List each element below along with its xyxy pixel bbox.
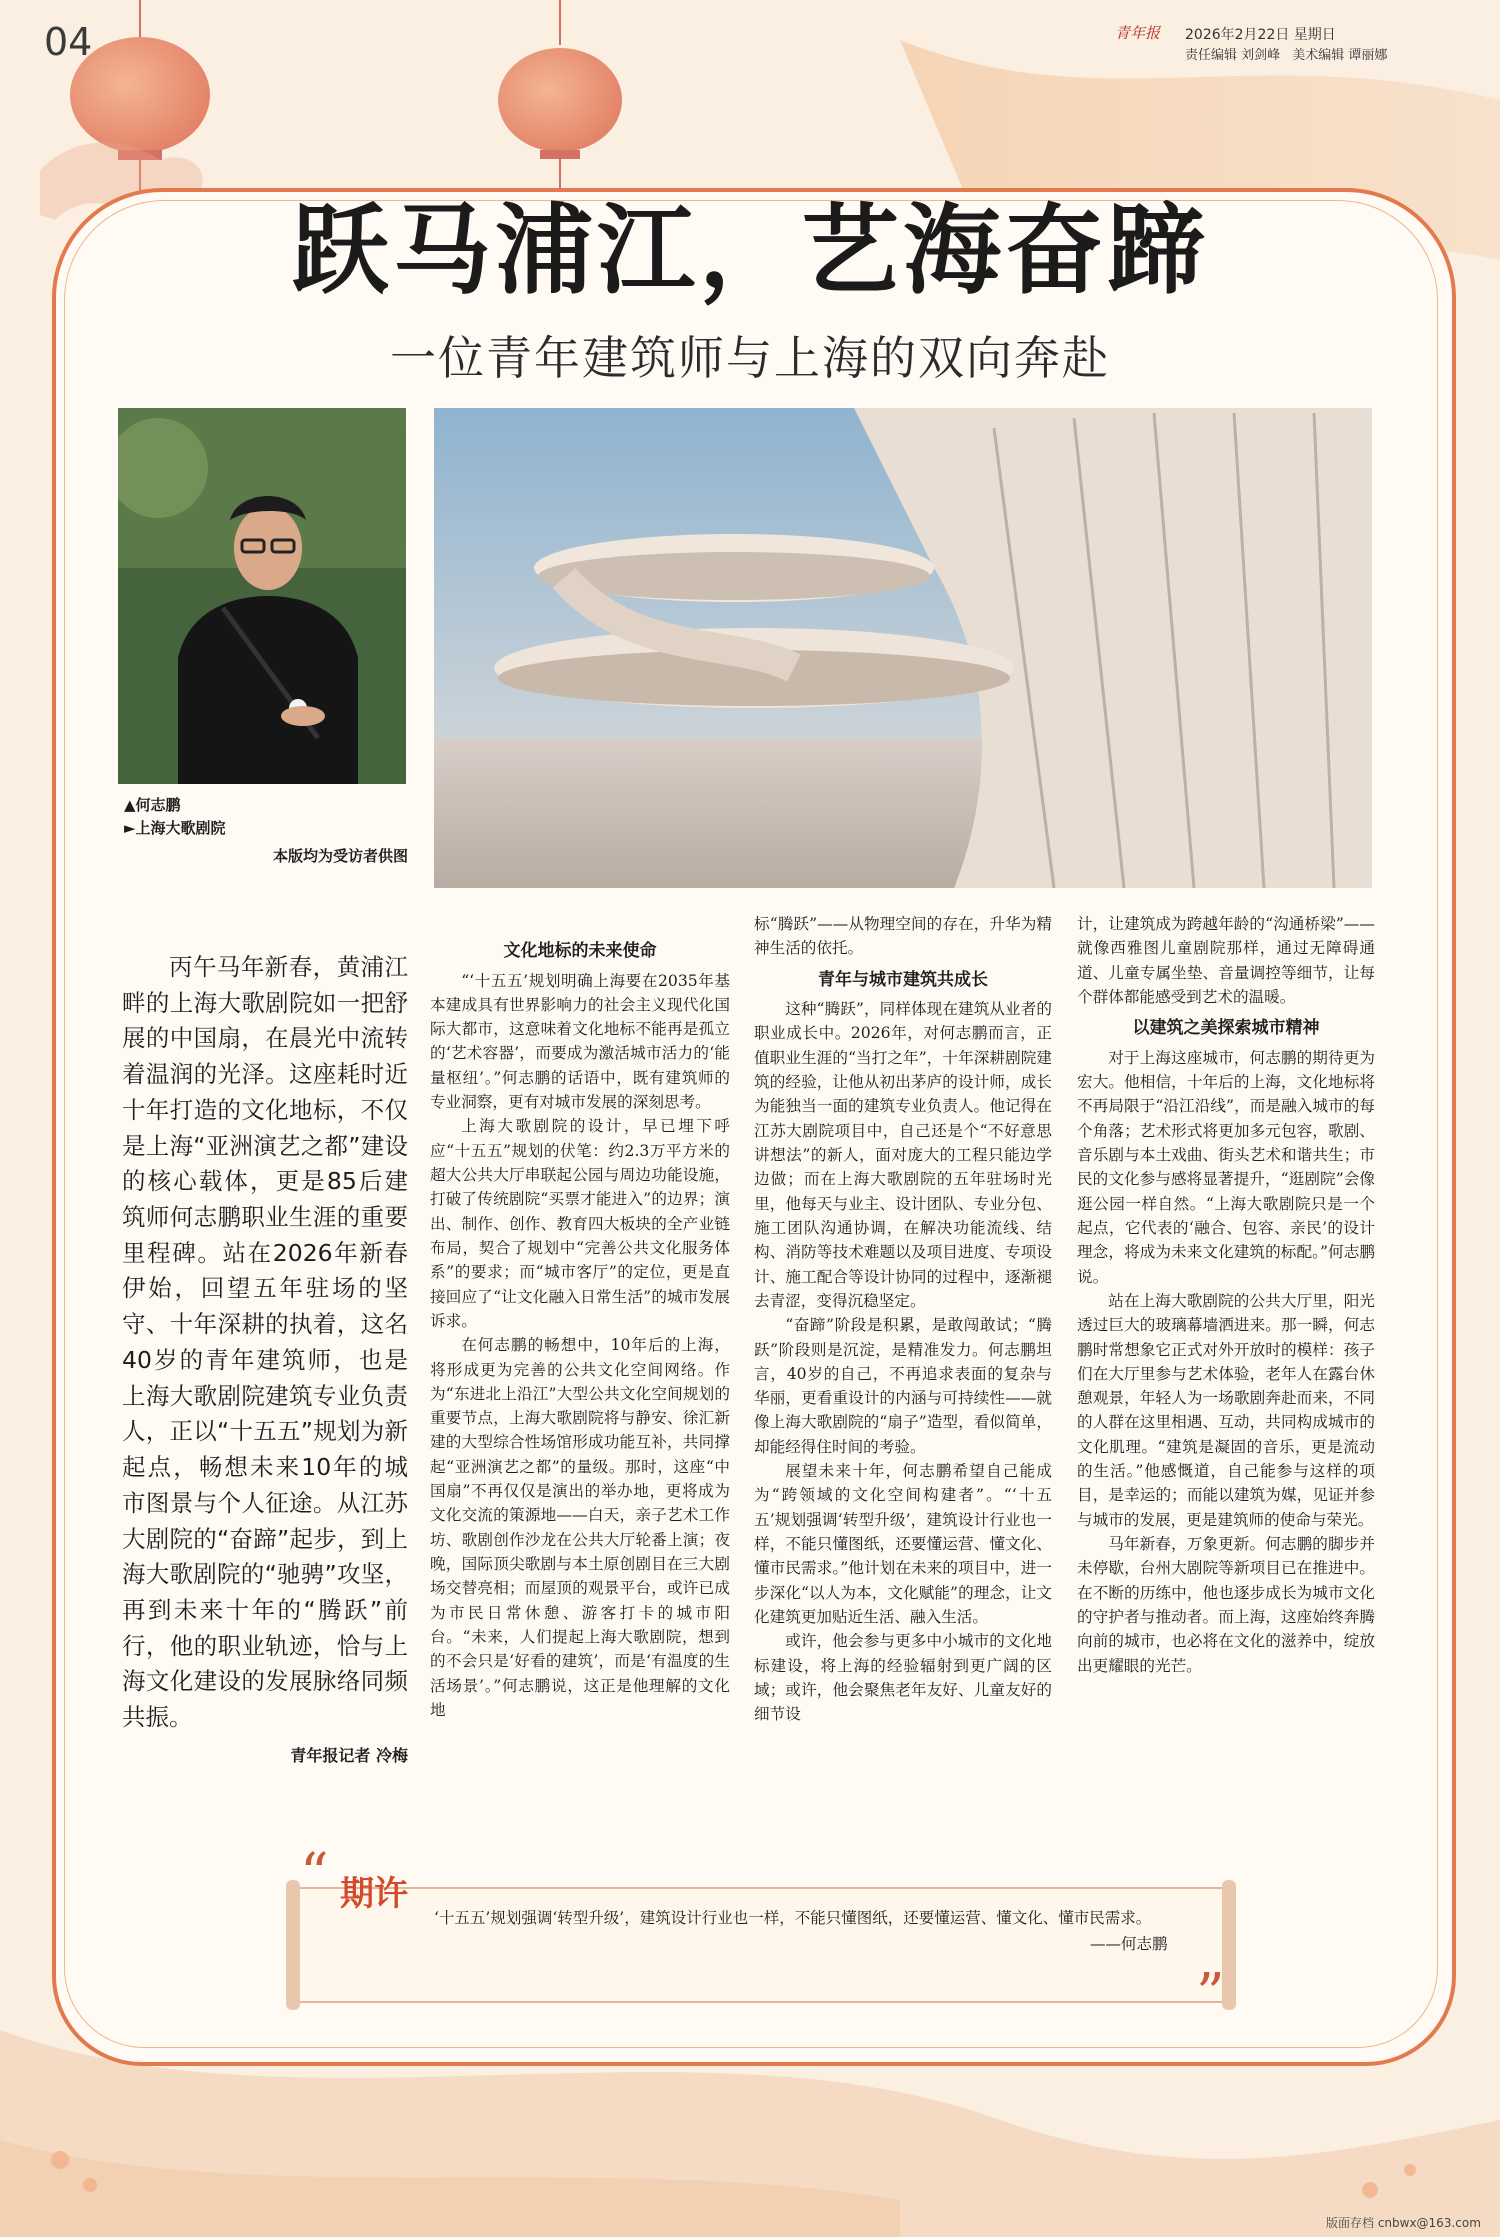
theatre-photo [434, 408, 1372, 888]
paragraph: 在何志鹏的畅想中，10年后的上海，将形成更为完善的公共文化空间网络。作为“东进北上沿江”大型公共文化空间规划的重要节点，上海大歌剧院将与静安、徐汇新建的大型综合性场馆形成功能互补，共同撑起“亚洲演艺之都”的量级。那时，这座“中国扇”不再仅仅是演出的举办地，更将成为文化交流的策源地——白天，亲子艺术工作坊、歌剧创作沙龙在公共大厅轮番上演；夜晚，国际顶尖歌剧与本土原创剧目在三大剧场交替亮相；而屋顶的观景平台，或许已成为市民日常休憩、游客打卡的城市阳台。“未来，人们提起上海大歌剧院，想到的不会只是‘好看的建筑’，而是‘有温度的生活场景’。”何志鹏说，这正是他理解的文化地 [430, 1336, 730, 1719]
editor-credits [1185, 44, 1395, 63]
paragraph: 或许，他会参与更多中小城市的文化地标建设，将上海的经验辐射到更广阔的区域；或许，他会聚焦老年友好、儿童友好的细节设 [754, 1632, 1052, 1724]
art-editor: 美术编辑 谭丽娜 [1292, 48, 1388, 63]
photo-caption [124, 794, 408, 868]
section-heading-1: 文化地标的未来使命 [503, 941, 657, 961]
paragraph-continued: 标“腾跃”——从物理空间的存在，升华为精神生活的依托。 [754, 915, 1052, 958]
close-quote-icon: ” [1196, 1962, 1225, 2027]
page-number: 04 [44, 20, 93, 64]
paragraph: 站在上海大歌剧院的公共大厅里，阳光透过巨大的玻璃幕墙洒进来。那一瞬，何志鹏时常想象它正式对外开放时的模样：孩子们在大厅里参与艺术体验，老年人在露台休憩观景，年轻人为一场歌剧奔赴而来，不同的人群在这里相遇、互动，共同构成城市的文化肌理。“建筑是凝固的音乐，更是流动的生活。”他感慨道，自己能参与这样的项目，是幸运的；而能以建筑为媒，见证并参与城市的发展，更是建筑师的使命与荣光。 [1077, 1291, 1375, 1529]
intro-paragraph: 丙午马年新春，黄浦江畔的上海大歌剧院如一把舒展的中国扇，在晨光中流转着温润的光泽。这座耗时近十年打造的文化地标，不仅是上海“亚洲演艺之都”建设的核心载体，更是85后建筑师何志鹏职业生涯的重要里程碑。站在2026年新春伊始，回望五年驻场的坚守、十年深耕的执着，这名40岁的青年建筑师，也是上海大歌剧院建筑专业负责人，正以“十五五”规划为新起点，畅想未来10年的城市图景与个人征途。从江苏大剧院的“奋蹄”起步，到上海大歌剧院的“驰骋”攻坚，再到未来十年的“腾跃”前行，他的职业轨迹，恰与上海文化建设的发展脉络同频共振。 [122, 953, 408, 1732]
footer-watermark: 版面存档 cnbwx@163.com [1326, 2216, 1481, 2230]
portrait-photo [118, 408, 406, 784]
subheadline: 一位青年建筑师与上海的双向奔赴 [390, 331, 1110, 385]
caption-theatre: ►上海大歌剧院 [124, 819, 226, 838]
byline: 青年报记者 冷梅 [290, 1745, 408, 1765]
intro-column [122, 950, 408, 1768]
section-heading-3: 以建筑之美探索城市精神 [1132, 1018, 1320, 1039]
newspaper-logo: 青年报 [1115, 24, 1161, 42]
paragraph: 这种“腾跃”，同样体现在建筑从业者的职业成长中。2026年，对何志鹏而言，正值职业生涯的“当打之年”，十年深耕剧院建筑的经验，让他从初出茅庐的设计师，成长为能独当一面的建筑专业负责人。他记得在江苏大剧院项目中，自己还是个“不好意思讲想法”的新人，面对庞大的工程只能边学边做；而在上海大歌剧院的五年驻场时光里，他每天与业主、设计团队、专业分包、施工团队沟通协调，在解决功能流线、结构、消防等技术难题以及项目进度、专项设计、施工配合等设计协同的过程中，逐渐褪去青涩，变得沉稳坚定。 [754, 1000, 1052, 1310]
responsible-editor: 责任编辑 刘剑峰 [1185, 48, 1281, 63]
open-quote-icon: “ [300, 1842, 329, 1907]
paragraph: “奋蹄”阶段是积累，是敢闯敢试；“腾跃”阶段则是沉淀，是精准发力。何志鹏坦言，40岁的自己，不再追求表面的复杂与华丽，更看重设计的内涵与可持续性——就像上海大歌剧院的“扇子”造型，看似简单，却能经得住时间的考验。 [754, 1316, 1052, 1456]
headline: 跃马浦江，艺海奋蹄 [290, 194, 1209, 308]
quote-signature: ——何志鹏 [1090, 1935, 1168, 1953]
quote-text: ‘十五五’规划强调‘转型升级’，建筑设计行业也一样，不能只懂图纸，还要懂运营、懂文化、懂市民需求。 [434, 1909, 1152, 1927]
article-column-4 [1077, 912, 1375, 1678]
paragraph: 马年新春，万象更新。何志鹏的脚步并未停歇，台州大剧院等新项目已在推进中。在不断的历练中，他也逐步成长为城市文化的守护者与推动者。而上海，这座始终奔腾向前的城市，也必将在文化的滋养中，绽放出更耀眼的光芒。 [1077, 1535, 1375, 1675]
issue-date: 2026年2月22日 星期日 [1185, 27, 1336, 43]
paragraph: 上海大歌剧院的设计，早已埋下呼应“十五五”规划的伏笔：约2.3万平方米的超大公共大厅串联起公园与周边功能设施，打破了传统剧院“买票才能进入”的边界；演出、制作、创作、教育四大板块的全产业链布局，契合了规划中“完善公共文化服务体系”的要求；而“城市客厅”的定位，更是直接回应了“让文化融入日常生活”的城市发展诉求。 [430, 1117, 730, 1330]
section-heading-2: 青年与城市建筑共成长 [818, 969, 988, 990]
photo-credit: 本版均为受访者供图 [272, 846, 408, 865]
paragraph: “‘十五五’规划明确上海要在2035年基本建成具有世界影响力的社会主义现代化国际大都市，这意味着文化地标不能再是孤立的‘艺术容器’，而要成为激活城市活力的‘能量枢纽’。”何志鹏的话语中，既有建筑师的专业洞察，更有对城市发展的深刻思考。 [430, 971, 730, 1112]
quote-title: 期许 [340, 1874, 408, 1914]
paragraph: 展望未来十年，何志鹏希望自己能成为“跨领域的文化空间构建者”。“‘十五五’规划强调‘转型升级’，建筑设计行业也一样，不能只懂图纸，还要懂运营、懂文化、懂市民需求。”他计划在未来的项目中，进一步深化“以人为本，文化赋能”的理念，让文化建筑更加贴近生活、融入生活。 [754, 1462, 1052, 1626]
article-column-2 [430, 932, 730, 1722]
caption-portrait: ▲何志鹏 [124, 796, 181, 814]
paragraph: 对于上海这座城市，何志鹏的期待更为宏大。他相信，十年后的上海，文化地标将不再局限于“沿江沿线”，而是融入城市的每个角落；艺术形式将更加多元包容，歌剧、音乐剧与本土戏曲、街头艺术和谐共生；市民的文化参与感将显著提升，“逛剧院”会像逛公园一样自然。“上海大歌剧院只是一个起点，它代表的‘融合、包容、亲民’的设计理念，将成为未来文化建筑的标配。”何志鹏说。 [1077, 1048, 1375, 1286]
paragraph-continued: 计，让建筑成为跨越年龄的“沟通桥梁”——就像西雅图儿童剧院那样，通过无障碍通道、儿童专属坐垫、音量调控等细节，让每个群体都能感受到艺术的温暖。 [1077, 915, 1375, 1006]
article-column-3 [754, 912, 1052, 1727]
